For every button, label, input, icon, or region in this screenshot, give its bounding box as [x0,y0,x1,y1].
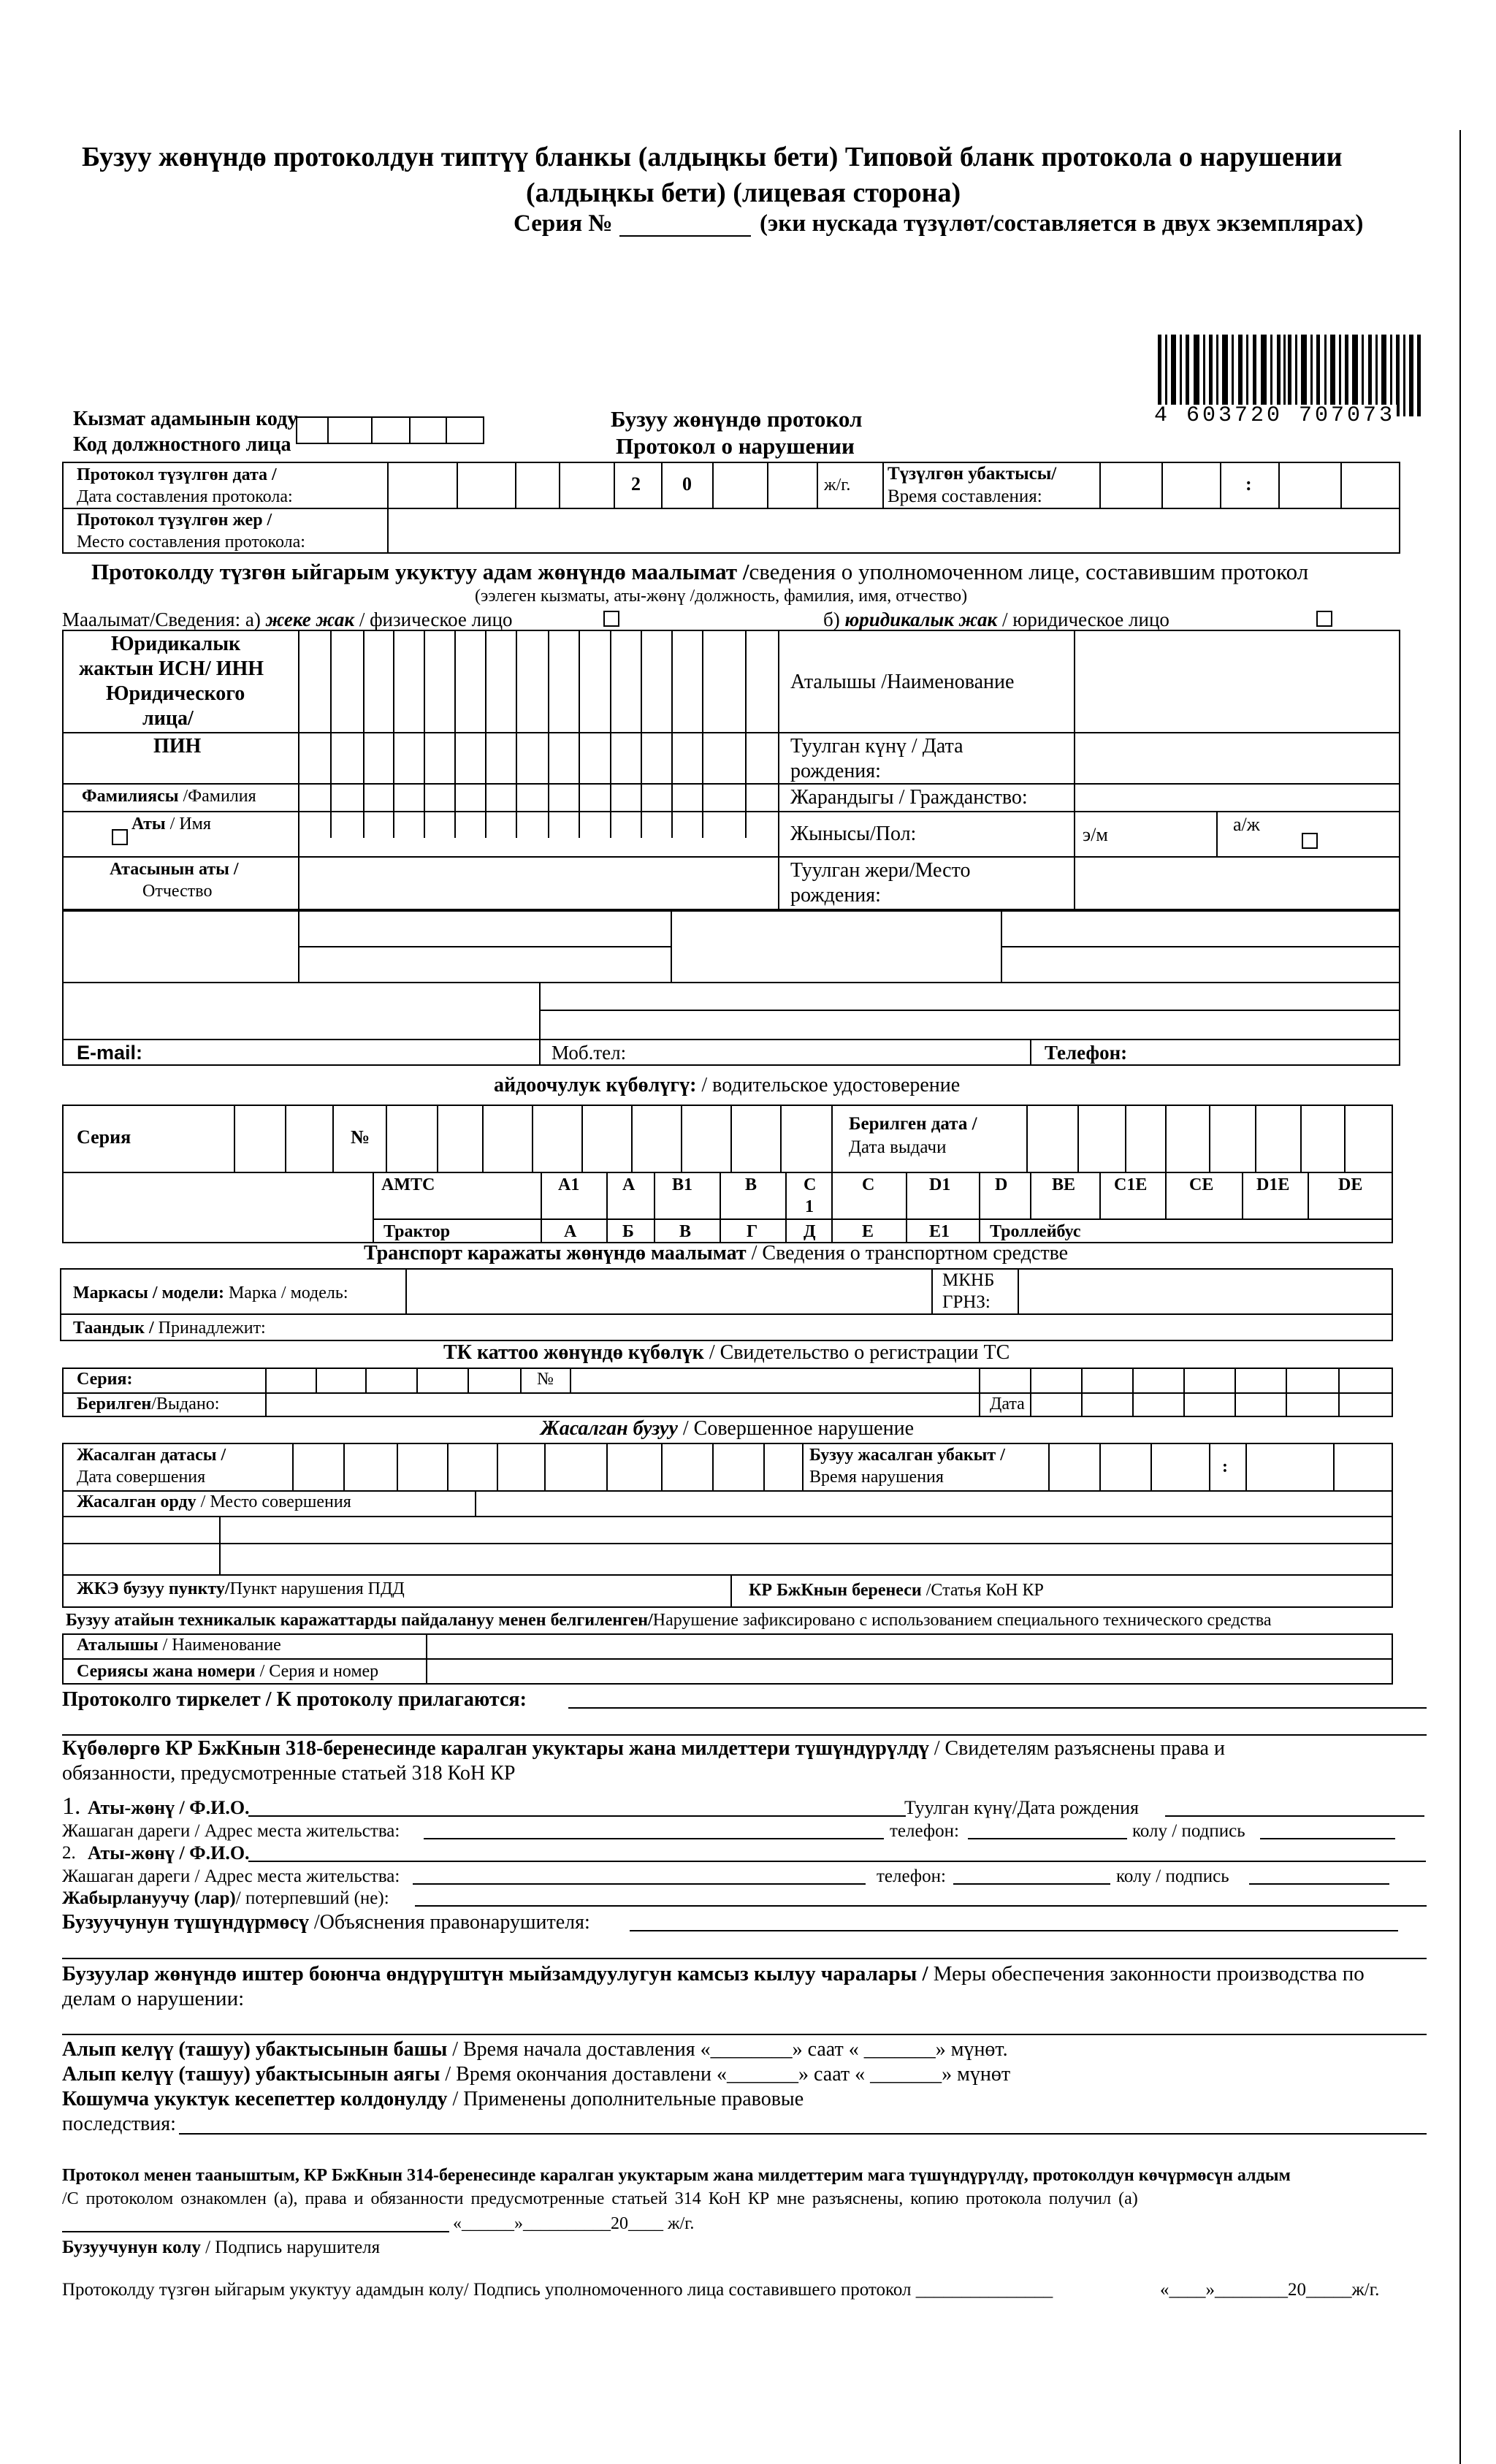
cat-g-cyr: Г [747,1222,758,1241]
witnesses-heading-2: обязанности, предусмотренные статьей 318 КоН КР [62,1762,516,1785]
violation-time-sep: : [1222,1457,1228,1476]
violation-date-2: Дата совершения [77,1468,206,1487]
date-label-ru: Дата составления протокола: [77,487,293,506]
violation-place-label: Жасалган орду / Место совершения [77,1492,351,1511]
cat-c: C [862,1175,875,1194]
victim-field[interactable] [415,1905,1427,1907]
license-issued-2: Дата выдачи [849,1137,947,1157]
license-number-sign: № [351,1126,370,1148]
place-label-ky: Протокол түзүлгөн жер / [77,511,272,530]
witnesses-heading: Күбөлөргө КР БжКнын 318-беренесинде каралган укуктары жана милдеттери түшүндүрүлдү / Свидетелям разъяснены права и [62,1737,1225,1760]
witness-2-number: 2. [62,1843,76,1863]
mobile-label: Моб.тел: [552,1042,627,1064]
place-label-ru: Место составления протокола: [77,533,305,552]
official-signature-label: Протоколду түзгөн ыйгарым укуктуу адамдын колу/ Подпись уполномоченного лица составившего протокол _______________ [62,2280,1053,2300]
license-heading: айдоочулук күбөлүгү: / водительское удостоверение [494,1074,961,1096]
cat-d1e: D1E [1256,1175,1290,1194]
violation-date-1: Жасалган датасы / [77,1446,226,1465]
cat-c1: C [804,1175,817,1194]
witness-2-phone-field[interactable] [953,1883,1110,1885]
official-signature-date: «____»________20_____ж/г. [1160,2280,1380,2300]
registration-date-label: Дата [990,1395,1025,1414]
measures-field[interactable] [62,2034,1427,2035]
delivery-end: Алып келүү (ташуу) убактысынын аягы / Время окончания доставлени «_______» саат « _______» мүнөт [62,2063,1011,2086]
witness-2-fio-field[interactable] [248,1861,1426,1862]
measures-heading: Бузуулар жөнүндө иштер боюнча өндүрүштүн мыйзамдуулугун камсыз кылуу чаралары / Меры обеспечения законности производства по [62,1962,1365,1986]
cat-b-cyr: Б [622,1222,634,1241]
ack-text-ru: /С протоколом ознакомлен (а), права и обязанности предусмотренные статьей 314 КоН КР мне разъяснены, копию протокола получил (а) [62,2189,1138,2208]
explanation-label: Бузуучунун түшүндүрмөсү /Объяснения правонарушителя: [62,1911,590,1934]
ack-signature-line[interactable] [62,2231,449,2232]
patronymic-label-1: Атасынын аты / [110,860,239,879]
cat-a1: A1 [558,1175,580,1194]
registration-series: Серия: [77,1370,133,1389]
series-underline[interactable] [619,235,751,237]
year-suffix: ж/г. [824,476,851,495]
cat-b: B [745,1175,757,1194]
address-block [62,909,1400,1066]
birth-date-label-1: Туулган күнү / Дата [790,735,963,758]
protocol-title-ru: Протокол о нарушении [616,433,855,459]
cat-tractor: Трактор [383,1222,451,1241]
time-label-ru: Время составления: [888,487,1042,506]
cat-d-cyr: Д [804,1222,816,1241]
witness-2-signature-field[interactable] [1249,1883,1389,1885]
email-label: E-mail: [77,1042,143,1064]
inn-label-line1: Юридикалык [111,633,241,655]
individual-checkbox[interactable] [603,611,619,627]
cat-a: A [622,1175,636,1194]
technical-heading: Бузуу атайын техникалык каражаттарды пайдалануу менен белгиленген/Нарушение зафиксировано с использованием специального технического средства [66,1611,1272,1630]
sex-female-checkbox[interactable] [1302,833,1318,849]
cat-d: D [995,1175,1008,1194]
info-legal: б) юридикалык жак / юридическое лицо [823,609,1169,630]
name-checkbox[interactable] [112,829,128,845]
witness-2-address-field[interactable] [413,1883,866,1885]
cat-ce: CE [1189,1175,1214,1194]
cat-amts: АМТС [381,1175,435,1194]
witness-1-number: 1. [62,1793,81,1820]
official-code-boxes[interactable] [296,416,484,444]
cat-c1e: C1E [1114,1175,1148,1194]
witness-1-address-field[interactable] [424,1838,884,1839]
vehicle-heading: Транспорт каражаты жөнүндө маалымат / Сведения о транспортном средстве [364,1242,1069,1265]
vehicle-owner-label: Таандык / Принадлежит: [73,1319,266,1338]
technical-name-label: Аталышы / Наименование [77,1636,281,1655]
time-separator: : [1245,473,1252,495]
witness-1-phone-field[interactable] [968,1838,1127,1839]
registration-issued-label: Берилген/Выдано: [77,1395,220,1414]
official-code-label-ru: Код должностного лица [73,433,291,456]
series-note: (эки нускада түзүлөт/составляется в двух экземплярах) [760,210,1364,237]
cat-trolleybus: Троллейбус [990,1222,1081,1241]
attachments-label: Протоколго тиркелет / К протоколу прилагаются: [62,1688,527,1711]
protocol-title-ky: Бузуу жөнүндө протокол [611,406,863,432]
inn-label-line4: лица/ [142,707,194,730]
vehicle-plate-label-1: МКНБ [942,1270,995,1290]
birth-date-label-2: рождения: [790,760,881,782]
cat-e-cyr: Е [862,1222,874,1241]
witness-1-signature-label: колу / подпись [1132,1821,1245,1841]
inn-label-line2: жактын ИСН/ ИНН [79,657,264,680]
authority-subnote: (ээлеген кызматы, аты-жөнү /должность, фамилия, имя, отчество) [475,587,968,606]
citizenship-label: Жарандыгы / Гражданство: [790,786,1028,809]
page-right-edge [1459,131,1461,2464]
registration-heading: ТК каттоо жөнүндө күбөлүк / Свидетельство о регистрации ТС [443,1341,1010,1364]
victim-label: Жабырлануучу (лар)/ потерпевший (не): [62,1888,389,1908]
witness-1-fio-field[interactable] [248,1815,906,1817]
vehicle-plate-label-2: ГРНЗ: [942,1292,991,1312]
time-label-ky: Түзүлгөн убактысы/ [888,464,1057,484]
cat-a-cyr: А [564,1222,577,1241]
pdd-point-label: ЖКЭ бузуу пункту/Пункт нарушения ПДД [77,1579,405,1598]
surname-label: Фамилиясы /Фамилия [82,787,256,806]
pin-label: ПИН [153,735,202,758]
attachments-line-2[interactable] [62,1734,1427,1736]
birthplace-label-1: Туулган жери/Место [790,859,971,882]
year-digit-1: 2 [631,473,641,495]
witness-1-birth-field[interactable] [1165,1815,1424,1817]
witness-1-address-label: Жашаган дареги / Адрес места жительства: [62,1821,400,1841]
article-label: КР БжКнын беренеси /Статья КоН КР [749,1581,1044,1600]
name-label: Аты / Имя [131,815,211,834]
cat-v-cyr: В [679,1222,692,1241]
additional-consequences-2: последствия: [62,2113,176,2135]
violator-signature-label: Бузуучунун колу / Подпись нарушителя [62,2238,381,2257]
additional-consequences-field[interactable] [179,2133,1427,2135]
witness-1-fio-label: Аты-жөнү / Ф.И.О. [88,1797,250,1818]
vehicle-brand-label: Маркасы / модели: Марка / модель: [73,1284,348,1302]
cat-d1: D1 [929,1175,951,1194]
cat-c1-suffix: 1 [805,1197,814,1216]
inn-label-line3: Юридического [106,682,245,705]
series-label: Серия № [514,210,613,237]
violation-time-1: Бузуу жасалган убакыт / [809,1446,1005,1465]
witness-1-phone-label: телефон: [890,1821,959,1841]
violation-time-2: Время нарушения [809,1468,944,1487]
official-code-label-ky: Кызмат адамынын коду [73,408,298,430]
info-individual: Маалымат/Сведения: а) жеке жак / физическое лицо [62,609,513,630]
sex-female-label: а/ж [1233,814,1260,835]
date-label-ky: Протокол түзүлгөн дата / [77,465,277,484]
witness-2-signature-label: колу / подпись [1116,1866,1229,1886]
license-table [62,1105,1393,1243]
ack-date: «______»__________20____ ж/г. [453,2214,695,2233]
barcode-number: 4 603720 707073 [1154,403,1396,428]
license-series: Серия [77,1126,131,1148]
witness-2-phone-label: телефон: [877,1866,946,1886]
sex-male-label: э/м [1083,824,1108,845]
witness-2-address-label: Жашаган дареги / Адрес места жительства: [62,1866,400,1886]
explanation-field-2[interactable] [62,1958,1427,1959]
measures-heading-2: делам о нарушении: [62,1987,245,2010]
license-issued-1: Берилген дата / [849,1114,977,1134]
cat-be: BE [1052,1175,1076,1194]
patronymic-label-2: Отчество [142,882,213,901]
cat-e1-cyr: Е1 [929,1222,950,1241]
technical-serial-label: Сериясы жана номери / Серия и номер [77,1662,379,1681]
phone-label: Телефон: [1045,1042,1128,1064]
delivery-start: Алып келүү (ташуу) убактысынын башы / Время начала доставления «________» саат « _______» мүнөт. [62,2038,1008,2061]
additional-consequences: Кошумча укуктук кесепеттер колдонулду / Применены дополнительные правовые [62,2088,804,2110]
form-title-line1: Бузуу жөнүндө протоколдун типтүү бланкы (алдыңкы бети) Типовой бланк протокола о нарушении [82,142,1343,172]
explanation-field[interactable] [630,1930,1398,1931]
org-name-label: Аталышы /Наименование [790,671,1015,693]
authority-heading: Протоколду түзгөн ыйгарым укуктуу адам жөнүндө маалымат /сведения о уполномоченном лице, составившим протокол [91,559,1309,584]
cat-de: DE [1338,1175,1363,1194]
ack-text-ky: Протокол менен тааныштым, КР БжКнын 314-беренесинде каралган укуктарым жана милдеттерим мага түшүндүрүлдү, протоколдун көчүрмөсүн алдым [62,2166,1291,2185]
witness-1-signature-field[interactable] [1260,1838,1395,1839]
registration-number-sign: № [537,1370,554,1389]
violation-heading: Жасалган бузуу / Совершенное нарушение [541,1417,914,1440]
witness-1-birth-label: Туулган күнү/Дата рождения [904,1797,1140,1818]
year-digit-2: 0 [682,473,692,495]
cat-b1: B1 [672,1175,693,1194]
attachments-line-1[interactable] [568,1707,1427,1709]
witness-2-fio-label: Аты-жөнү / Ф.И.О. [88,1842,250,1864]
form-title-line2: (алдыңкы бети) (лицевая сторона) [526,178,961,208]
legal-checkbox[interactable] [1316,611,1332,627]
sex-label: Жынысы/Пол: [790,823,917,845]
birthplace-label-2: рождения: [790,884,881,907]
